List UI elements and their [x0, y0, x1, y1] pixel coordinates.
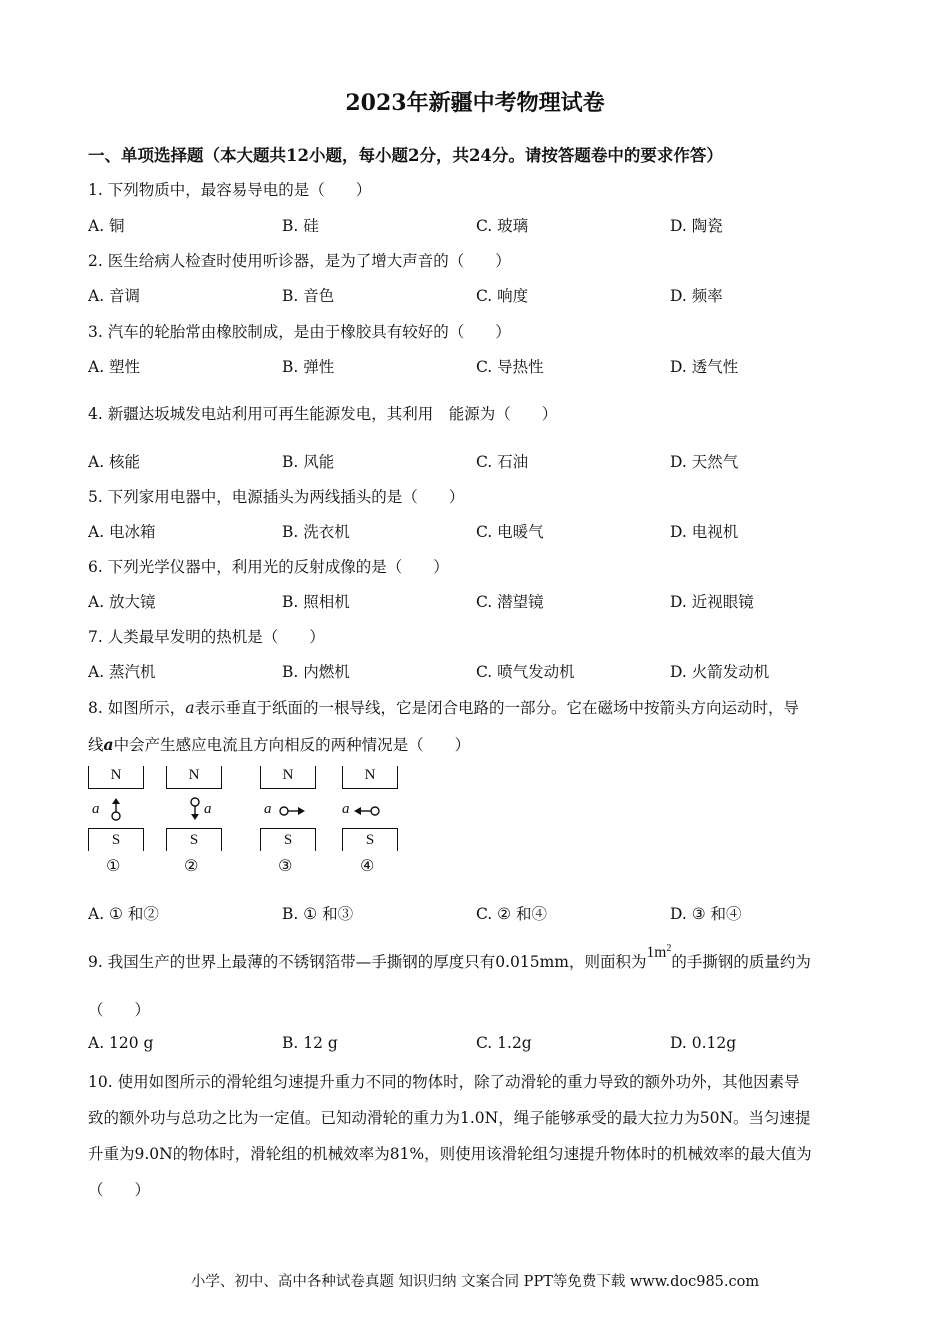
pole-label-s: S	[111, 832, 121, 848]
page-footer: 小学、初中、高中各种试卷真题 知识归纳 文案合同 PPT等免费下载 www.doc985.com	[190, 1274, 760, 1290]
q4-option-a: A. 核能	[88, 453, 141, 471]
panel-label-2: ②	[184, 856, 199, 875]
wire-up-arrow-icon	[106, 798, 126, 822]
q8-figure	[88, 766, 408, 881]
question-7: 7. 人类最早发明的热机是（ ）	[88, 628, 325, 646]
panel-label-4: ④	[360, 856, 375, 875]
magnet-north-4	[342, 766, 398, 789]
q3-option-d: D. 透气性	[670, 358, 739, 376]
wire-label: a	[264, 801, 272, 817]
wire-label: a	[342, 801, 350, 817]
pole-label-n: N	[364, 767, 376, 783]
question-1: 1. 下列物质中，最容易导电的是（ ）	[88, 181, 372, 199]
panel-label-1: ①	[106, 856, 121, 875]
question-6: 6. 下列光学仪器中，利用光的反射成像的是（ ）	[88, 558, 449, 576]
q9-unit-base: 1m	[646, 944, 667, 961]
q5-option-a: A. 电冰箱	[88, 523, 156, 541]
q9-option-b: B. 12 g	[282, 1034, 338, 1052]
q1-option-c: C. 玻璃	[476, 217, 529, 235]
question-2: 2. 医生给病人检查时使用听诊器，是为了增大声音的（ ）	[88, 252, 511, 270]
pole-label-n: N	[282, 767, 294, 783]
question-8-line-1	[88, 696, 799, 718]
q2-option-d: D. 频率	[670, 287, 723, 305]
q6-option-b: B. 照相机	[282, 593, 350, 611]
magnet-south-2	[166, 828, 222, 851]
q1-option-d: D. 陶瓷	[670, 217, 723, 235]
q5-option-c: C. 电暖气	[476, 523, 544, 541]
q6-option-d: D. 近视眼镜	[670, 593, 754, 611]
q9-option-a: A. 120 g	[88, 1034, 154, 1052]
q4-option-c: C. 石油	[476, 453, 529, 471]
q4-option-d: D. 天然气	[670, 453, 739, 471]
wire-right-arrow-icon	[278, 804, 306, 818]
pole-label-s: S	[365, 832, 375, 848]
pole-label-s: S	[283, 832, 293, 848]
q7-option-c: C. 喷气发动机	[476, 663, 575, 681]
q2-option-c: C. 响度	[476, 287, 529, 305]
q8-option-b: B. ① 和③	[282, 905, 354, 923]
q9-option-c: C. 1.2g	[476, 1034, 532, 1052]
question-10-line-3: 升重为9.0N的物体时，滑轮组的机械效率为81%，则使用该滑轮组匀速提升物体时的机械效率的最大值为	[88, 1145, 812, 1163]
magnet-north-1	[88, 766, 144, 789]
q7-option-d: D. 火箭发动机	[670, 663, 770, 681]
q3-option-a: A. 塑性	[88, 358, 141, 376]
q8-line1-var: a	[185, 699, 195, 717]
question-5: 5. 下列家用电器中，电源插头为两线插头的是（ ）	[88, 488, 465, 506]
q5-option-b: B. 洗衣机	[282, 523, 350, 541]
q1-option-b: B. 硅	[282, 217, 319, 235]
page-title: 2023年新疆中考物理试卷	[345, 90, 605, 116]
q6-option-c: C. 潜望镜	[476, 593, 544, 611]
q3-option-c: C. 导热性	[476, 358, 544, 376]
pole-label-n: N	[188, 767, 200, 783]
q8-option-c: C. ② 和④	[476, 905, 547, 923]
question-4: 4. 新疆达坂城发电站利用可再生能源发电，其利用 能源为（ ）	[88, 405, 558, 423]
q8-line1-pre: 8. 如图所示，	[88, 699, 186, 717]
q9-unit	[647, 944, 672, 961]
q2-option-a: A. 音调	[88, 287, 141, 305]
question-8-line-2	[88, 733, 470, 755]
magnet-south-1	[88, 828, 144, 851]
q9-option-d: D. 0.12g	[670, 1034, 737, 1052]
q8-option-d: D. ③ 和④	[670, 905, 742, 923]
magnet-north-2	[166, 766, 222, 789]
q8-line1-post: 表示垂直于纸面的一根导线，它是闭合电路的一部分。它在磁场中按箭头方向运动时，导	[194, 699, 799, 717]
wire-left-arrow-icon	[353, 804, 381, 818]
q7-option-a: A. 蒸汽机	[88, 663, 156, 681]
wire-label: a	[92, 801, 100, 817]
wire-down-arrow-icon	[185, 796, 205, 822]
q9-text-pre: 9. 我国生产的世界上最薄的不锈钢箔带—手撕钢的厚度只有0.015mm，则面积为	[88, 953, 647, 971]
q1-option-a: A. 铜	[88, 217, 125, 235]
pole-label-n: N	[110, 767, 122, 783]
pole-label-s: S	[189, 832, 199, 848]
question-3: 3. 汽车的轮胎常由橡胶制成，是由于橡胶具有较好的（ ）	[88, 323, 511, 341]
question-10-line-1: 10. 使用如图所示的滑轮组匀速提升重力不同的物体时，除了动滑轮的重力导致的额外功外，其他因素导	[88, 1073, 800, 1091]
q5-option-d: D. 电视机	[670, 523, 739, 541]
question-9-line-2: （ ）	[88, 1001, 151, 1019]
q7-option-b: B. 内燃机	[282, 663, 350, 681]
q3-option-b: B. 弹性	[282, 358, 335, 376]
question-10-line-2: 致的额外功与总功之比为一定值。已知动滑轮的重力为1.0N，绳子能够承受的最大拉力为50N。当匀速提	[88, 1109, 811, 1127]
question-10-line-4: （ ）	[88, 1181, 151, 1199]
q2-option-b: B. 音色	[282, 287, 335, 305]
q8-line2-post: 中会产生感应电流且方向相反的两种情况是（ ）	[113, 736, 471, 754]
q8-line2-pre: 线	[88, 736, 104, 754]
q8-line2-var: a	[103, 735, 114, 754]
magnet-south-3	[260, 828, 316, 851]
q4-option-b: B. 风能	[282, 453, 335, 471]
q9-unit-exp: 2	[666, 942, 672, 954]
question-9	[88, 942, 811, 972]
magnet-south-4	[342, 828, 398, 851]
panel-label-3: ③	[278, 856, 293, 875]
q9-text-post: 的手撕钢的质量约为	[671, 953, 811, 971]
wire-label: a	[204, 801, 212, 817]
magnet-north-3	[260, 766, 316, 789]
section-heading: 一、单项选择题（本大题共12小题，每小题2分，共24分。请按答题卷中的要求作答）	[88, 146, 723, 165]
q6-option-a: A. 放大镜	[88, 593, 156, 611]
q8-option-a: A. ① 和②	[88, 905, 159, 923]
